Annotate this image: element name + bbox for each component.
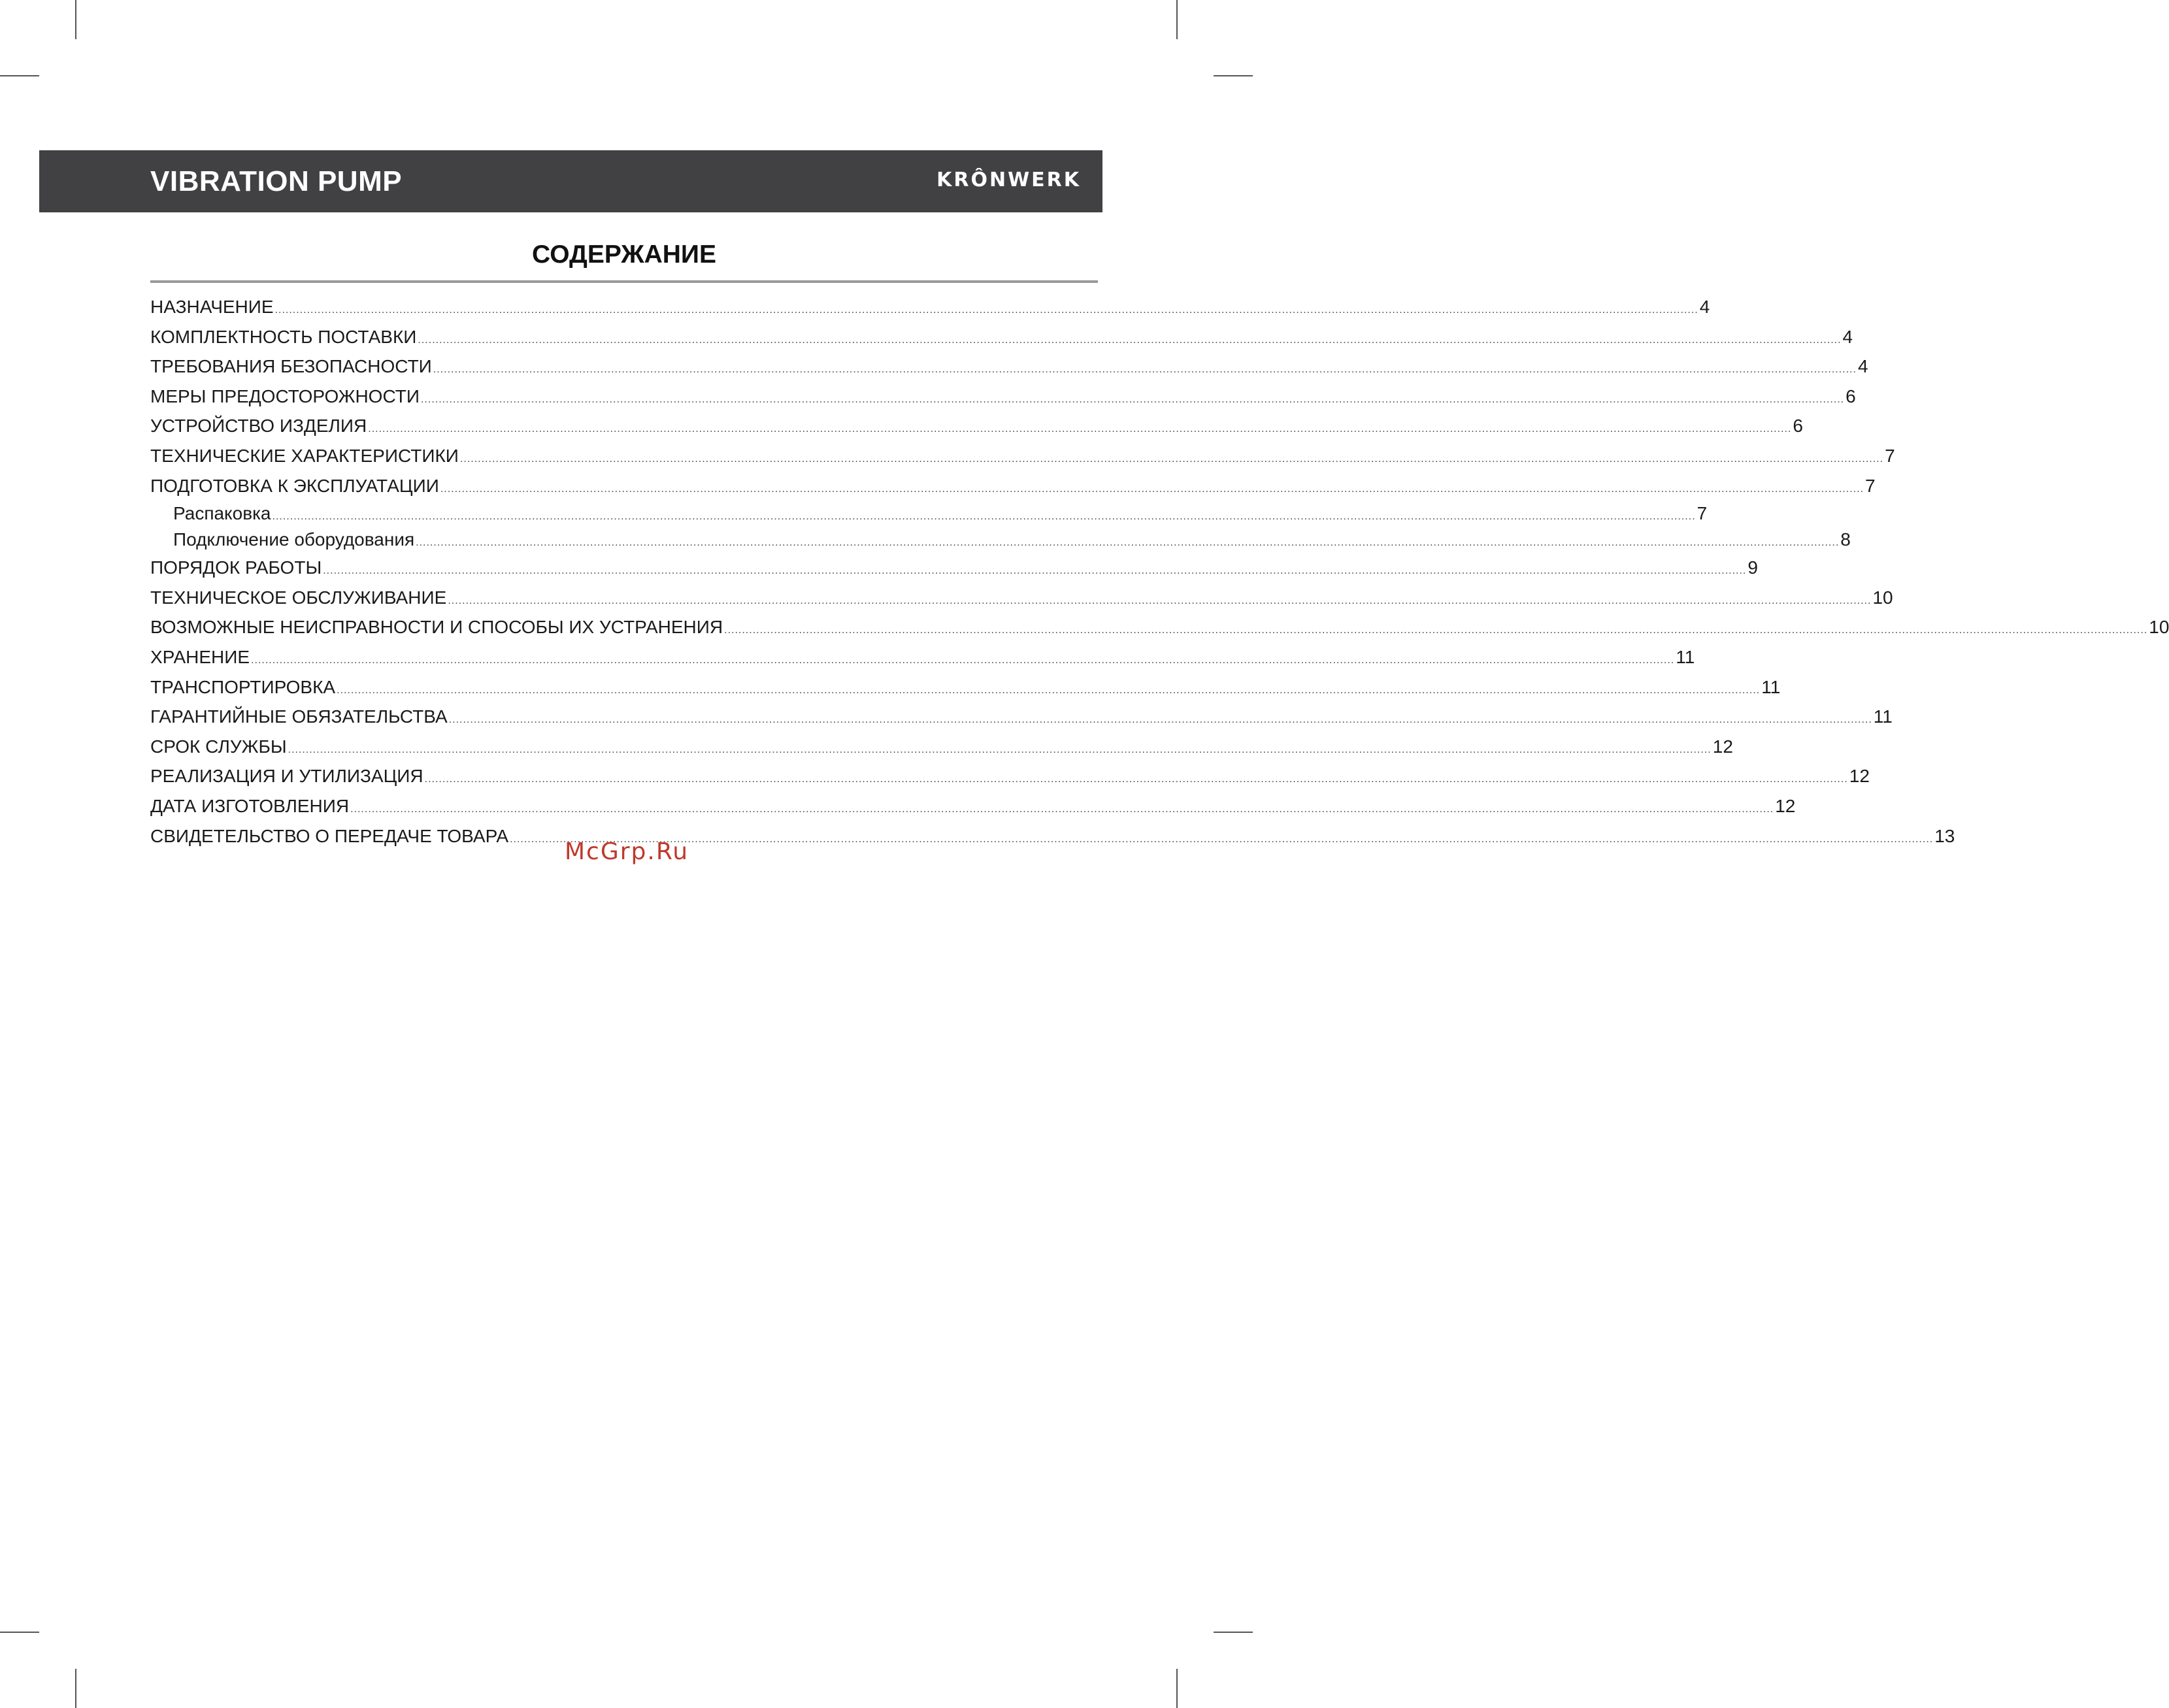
crop-mark [0,1632,39,1633]
toc-entry[interactable] [150,527,1851,553]
toc-entry-label: СВИДЕТЕЛЬСТВО О ПЕРЕДАЧЕ ТОВАРА [150,825,509,846]
toc-entry-page: 7 [1864,475,1876,496]
toc-leader-dots: ................................................................................................................................................................................................................................................................................................................................................................................................................ [724,625,2148,636]
toc-entry-label: ДАТА ИЗГОТОВЛЕНИЯ [150,795,350,816]
toc-entry-label: МЕРЫ ПРЕДОСТОРОЖНОСТИ [150,386,420,406]
toc-entry-page: 6 [1846,386,1856,406]
divider [150,280,1098,283]
toc-entry[interactable] [150,612,2169,642]
toc-entry-label: РЕАЛИЗАЦИЯ И УТИЛИЗАЦИЯ [150,766,423,787]
crop-mark [1176,0,1178,39]
toc-entry-page: 11 [1873,706,1893,727]
toc-leader-dots: ................................................................................................................................................................................................................................................................................................................................................................................................................ [420,393,1845,405]
toc-entry[interactable] [150,791,1796,821]
toc-entry-page: 6 [1793,416,1803,436]
document-title: VIBRATION PUMP [150,165,403,197]
toc-entry-label: Распаковка [173,503,271,524]
toc-leader-dots: ................................................................................................................................................................................................................................................................................................................................................................................................................ [274,304,1698,316]
toc-entry-page: 8 [1840,529,1851,550]
crop-mark [75,0,76,39]
toc-entry-label: ТРЕБОВАНИЯ БЕЗОПАСНОСТИ [150,356,432,377]
toc-leader-dots: ................................................................................................................................................................................................................................................................................................................................................................................................................ [418,334,1842,346]
toc-entry[interactable] [150,553,1758,583]
toc-entry-page: 4 [1857,356,1868,377]
toc-list [150,292,2169,851]
toc-entry-page: 9 [1747,557,1758,578]
toc-leader-dots: ................................................................................................................................................................................................................................................................................................................................................................................................................ [424,774,1848,785]
toc-entry[interactable] [150,322,1853,352]
toc-entry-page: 4 [1842,326,1853,347]
toc-entry-page: 10 [1872,587,1893,608]
brand-logo [936,167,1081,193]
toc-leader-dots: ................................................................................................................................................................................................................................................................................................................................................................................................................ [251,654,1675,666]
toc-entry-page: 4 [1699,297,1710,317]
toc-entry-label: СРОК СЛУЖБЫ [150,736,287,757]
toc-entry-page: 12 [1712,736,1733,757]
toc-leader-dots: ................................................................................................................................................................................................................................................................................................................................................................................................................ [459,453,1884,465]
crop-mark [75,1669,76,1708]
toc-leader-dots: ................................................................................................................................................................................................................................................................................................................................................................................................................ [337,684,1761,696]
brand-logo-text: KRÔNWERK [936,169,1081,191]
toc-entry[interactable] [150,501,1708,527]
toc-entry[interactable] [150,732,1733,762]
toc-entry-page: 13 [1934,825,1955,846]
toc-leader-dots: ................................................................................................................................................................................................................................................................................................................................................................................................................ [416,537,1840,549]
toc-entry[interactable] [150,471,1876,501]
toc-entry[interactable] [150,672,1781,702]
toc-entry-label: ТРАНСПОРТИРОВКА [150,676,336,697]
toc-leader-dots: ................................................................................................................................................................................................................................................................................................................................................................................................................ [350,803,1774,815]
crop-mark [0,75,39,76]
toc-entry[interactable] [150,411,1803,441]
toc-leader-dots: ................................................................................................................................................................................................................................................................................................................................................................................................................ [448,595,1872,606]
watermark: McGrp.Ru [565,838,689,865]
toc-entry-page: 10 [2149,617,2169,638]
toc-entry-label: НАЗНАЧЕНИЕ [150,297,274,317]
toc-entry[interactable] [150,292,1710,322]
toc-entry-label: УСТРОЙСТВО ИЗДЕЛИЯ [150,416,367,436]
toc-entry-page: 11 [1761,676,1781,697]
toc-entry-page: 11 [1676,646,1695,667]
toc-title: СОДЕРЖАНИЕ [532,240,716,269]
toc-entry[interactable] [150,702,1893,732]
toc-entry[interactable] [150,642,1695,672]
toc-entry[interactable] [150,352,1868,382]
toc-entry-label: ПОДГОТОВКА К ЭКСПЛУАТАЦИИ [150,475,439,496]
toc-entry-label: Подключение оборудования [173,529,415,550]
toc-leader-dots: ................................................................................................................................................................................................................................................................................................................................................................................................................ [323,565,1747,577]
toc-entry-label: ТЕХНИЧЕСКОЕ ОБСЛУЖИВАНИЕ [150,587,447,608]
crop-mark [1214,1632,1253,1633]
toc-leader-dots: ................................................................................................................................................................................................................................................................................................................................................................................................................ [433,364,1857,376]
toc-entry[interactable] [150,382,1856,412]
header-bar [39,150,1102,212]
toc-entry-page: 7 [1697,503,1708,524]
toc-entry-page: 12 [1849,766,1870,787]
toc-leader-dots: ................................................................................................................................................................................................................................................................................................................................................................................................................ [510,833,1934,845]
toc-entry-label: ТЕХНИЧЕСКИЕ ХАРАКТЕРИСТИКИ [150,445,459,466]
toc-entry-label: КОМПЛЕКТНОСТЬ ПОСТАВКИ [150,326,417,347]
toc-leader-dots: ................................................................................................................................................................................................................................................................................................................................................................................................................ [440,483,1864,495]
toc-leader-dots: ................................................................................................................................................................................................................................................................................................................................................................................................................ [288,744,1712,755]
toc-leader-dots: ................................................................................................................................................................................................................................................................................................................................................................................................................ [368,423,1792,435]
toc-entry-label: ВОЗМОЖНЫЕ НЕИСПРАВНОСТИ И СПОСОБЫ ИХ УСТРАНЕНИЯ [150,617,723,638]
toc-entry-page: 7 [1885,445,1895,466]
toc-leader-dots: ................................................................................................................................................................................................................................................................................................................................................................................................................ [448,714,1872,726]
crop-mark [1176,1669,1178,1708]
toc-entry-label: ПОРЯДОК РАБОТЫ [150,557,322,578]
toc-entry[interactable] [150,761,1870,791]
toc-entry[interactable] [150,441,1895,471]
toc-leader-dots: ................................................................................................................................................................................................................................................................................................................................................................................................................ [272,511,1696,523]
toc-entry-label: ГАРАНТИЙНЫЕ ОБЯЗАТЕЛЬСТВА [150,706,448,727]
crop-mark [1214,75,1253,76]
toc-entry[interactable] [150,583,1893,613]
toc-entry-page: 12 [1775,795,1796,816]
toc-entry-label: ХРАНЕНИЕ [150,646,250,667]
